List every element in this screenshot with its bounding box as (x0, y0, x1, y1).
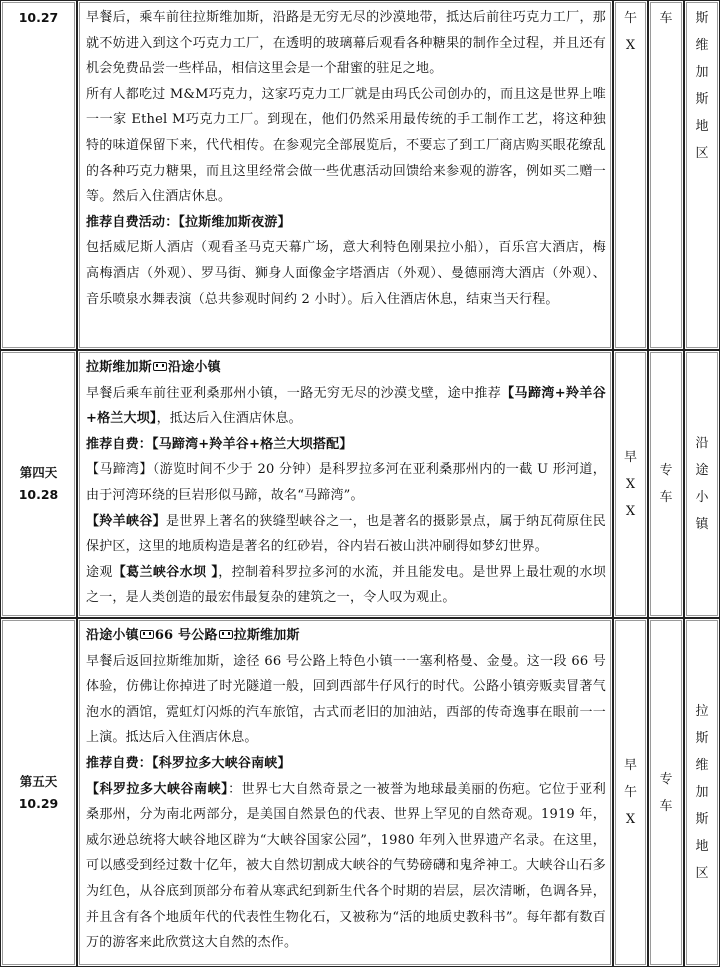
itinerary-paragraph (86, 777, 606, 956)
cell-char: 午 (623, 785, 637, 800)
day-cell (0, 618, 77, 967)
transport-cell (648, 350, 684, 618)
itinerary-paragraph (86, 560, 606, 611)
hotel-cell (684, 350, 720, 618)
cell-char: 斯 (695, 11, 709, 26)
bold-text: 【羚羊峡谷】 (86, 513, 167, 529)
cell-char: 专 (659, 771, 673, 787)
day-cell (0, 350, 77, 618)
meals-cell (613, 350, 648, 618)
bold-text: 【葛兰峡谷水坝 】 (112, 564, 219, 580)
itinerary-paragraph (86, 457, 606, 508)
bold-text: 推荐自费活动：【拉斯维加斯夜游】 (86, 214, 291, 230)
transport-cell (648, 0, 684, 350)
cell-char: 加 (695, 785, 709, 800)
cell-char: 早 (623, 758, 637, 773)
cell-char: 斯 (695, 731, 709, 746)
bus-icon (219, 630, 233, 639)
body-text: ：世界七大自然奇景之一被誉为地球最美丽的伤疤。它位于亚利桑那州，分为南北两部分，是美国自然景色的代表、世界上罕见的自然奇观。1919 年，威尔逊总统将大峡谷地区辟为“大峡谷国家公园”，1980 年列入世界遗产名录。在这里，可以感受到经过数十亿年，被大自然切割成大峡谷的气势磅礴和鬼斧神工。大峡谷山石多为红色，从谷底到顶部分布着从寒武纪到新生代各个时期的岩层，层次清晰，色调各异，并且含有各个地质年代的代表性生物化石，又被称为“活的地质史教科书”。每年都有数百万的游客来此欣赏这大自然的杰作。 (86, 781, 606, 951)
cell-char: 维 (695, 38, 709, 53)
bold-text: 推荐自费：【科罗拉多大峡谷南峡】 (86, 755, 291, 771)
body-text: 早餐后乘车前往亚利桑那州小镇，一路无穷无尽的沙漠戈壁，途中推荐 (86, 385, 502, 401)
cell-char: 午 (623, 11, 637, 26)
bold-text: 【科罗拉多大峡谷南峡】 (86, 781, 229, 797)
cell-char: 区 (695, 146, 709, 161)
itinerary-content (77, 618, 613, 967)
body-text: 早餐后，乘车前往拉斯维加斯，沿路是无穷无尽的沙漠地带，抵达后前往巧克力工厂，那就不妨进入到这个巧克力工厂，在透明的玻璃幕后观看各种糖果的制作全过程，并且还有机会免费品尝一些样品，相信这里会是一个甜蜜的驻足之地。 (86, 10, 606, 77)
bold-text: 沿途小镇 (168, 360, 221, 375)
day-row (0, 350, 720, 618)
itinerary-paragraph (86, 649, 606, 751)
hotel-cell (684, 0, 720, 350)
cell-char: 车 (659, 11, 673, 26)
itinerary-paragraph (86, 82, 606, 210)
itinerary-paragraph (86, 210, 606, 236)
cell-char: 斯 (695, 92, 709, 107)
cell-char: 加 (695, 65, 709, 80)
cell-char: X (625, 503, 636, 519)
cell-char: 专 (659, 463, 673, 478)
body-text: 是世界上著名的狭缝型峡谷之一，也是著名的摄影景点，属于纳瓦荷原住民保护区，这里的地质构造是著名的红砂岩，谷内岩石被山洪冲刷得如梦幻世界。 (86, 513, 607, 555)
itinerary-content (77, 0, 613, 350)
bus-icon (153, 362, 167, 371)
cell-char: 途 (695, 463, 709, 478)
itinerary-paragraph (86, 432, 606, 458)
itinerary-paragraph (86, 355, 606, 381)
day-label: 第四天 (19, 465, 58, 480)
cell-char: 车 (659, 798, 673, 814)
day-cell (0, 0, 77, 350)
meals-cell (613, 0, 648, 350)
itinerary-paragraph (86, 509, 606, 560)
cell-char: 早 (623, 449, 637, 465)
cell-char: X (625, 476, 636, 492)
cell-char: 镇 (695, 517, 709, 532)
bold-text: 66 号公路 (154, 628, 218, 643)
body-text: ，控制着科罗拉多河的水流，并且能发电。是世界上最壮观的水坝之一，是人类创造的最宏伟最复杂的建筑之一，令人叹为观止。 (86, 564, 606, 606)
bold-text: 推荐自费：【马蹄湾+羚羊谷+格兰大坝搭配】 (86, 436, 353, 452)
cell-char: 沿 (695, 436, 709, 451)
day-row (0, 618, 720, 967)
bold-text: 拉斯维加斯 (233, 628, 300, 643)
cell-char: 区 (695, 866, 709, 881)
bus-icon (140, 630, 154, 639)
cell-char: 斯 (695, 812, 709, 827)
cell-char: 车 (659, 490, 673, 505)
body-text: 途观 (86, 564, 113, 580)
transport-cell (648, 618, 684, 967)
bold-text: 【马蹄湾+羚羊谷+格兰大坝】 (86, 385, 606, 427)
body-text: ，抵达后入住酒店休息。 (156, 411, 302, 427)
cell-char: 地 (695, 119, 709, 134)
itinerary-paragraph (86, 623, 606, 649)
itinerary-content (77, 350, 613, 618)
itinerary-paragraph (86, 751, 606, 777)
day-date: 10.27 (18, 10, 59, 25)
bold-text: 拉斯维加斯 (86, 360, 153, 375)
cell-char: X (625, 812, 636, 827)
day-label: 第五天 (19, 773, 58, 789)
hotel-cell (684, 618, 720, 967)
cell-char: 小 (695, 490, 709, 505)
day-date: 10.29 (18, 795, 59, 811)
meals-cell (613, 618, 648, 967)
cell-char: 地 (695, 839, 709, 854)
itinerary-paragraph (86, 5, 606, 82)
body-text: 【马蹄湾】（游览时间不少于 20 分钟）是科罗拉多河在亚利桑那州内的一截 U 形河道，由于河湾环绕的巨岩形似马蹄，故名“马蹄湾”。 (86, 462, 606, 503)
cell-char: X (625, 38, 636, 53)
cell-char: 拉 (695, 704, 709, 719)
day-row (0, 0, 720, 350)
itinerary-paragraph (86, 381, 606, 432)
itinerary-paragraph (86, 235, 606, 312)
day-date: 10.28 (18, 487, 59, 502)
body-text: 包括威尼斯人酒店（观看圣马克天幕广场，意大利特色刚果拉小船），百乐宫大酒店，梅高梅酒店（外观）、罗马街、狮身人面像金字塔酒店（外观）、曼德丽湾大酒店（外观）、音乐喷泉水舞表演（总共参观时间约 2 小时）。后入住酒店休息，结束当天行程。 (86, 240, 606, 307)
cell-char: 维 (695, 758, 709, 773)
bold-text: 沿途小镇 (86, 628, 139, 643)
body-text: 早餐后返回拉斯维加斯，途径 66 号公路上特色小镇一一塞利格曼、金曼。这一段 66 号体验，仿佛让你掉进了时光隧道一般，回到西部牛仔风行的时代。公路小镇旁贩卖冒著气泡水的酒馆，霓虹灯闪烁的汽车旅馆，古式而老旧的加油站，西部的传奇逸事在眼前一一上演。抵达后入住酒店休息。 (86, 653, 606, 746)
body-text: 所有人都吃过 M&M巧克力，这家巧克力工厂就是由玛氏公司创办的，而且这是世界上唯一一家 Ethel M巧克力工厂。到现在，他们仍然采用最传统的手工制作工艺，将这种独特的味道保留下来，代代相传。在参观完全部展览后，不要忘了到工厂商店购买眼花缭乱的各种巧克力糖果，而且这里经常会做一些优惠活动回馈给来参观的游客，例如买二赠一等。然后入住酒店休息。 (86, 86, 606, 205)
